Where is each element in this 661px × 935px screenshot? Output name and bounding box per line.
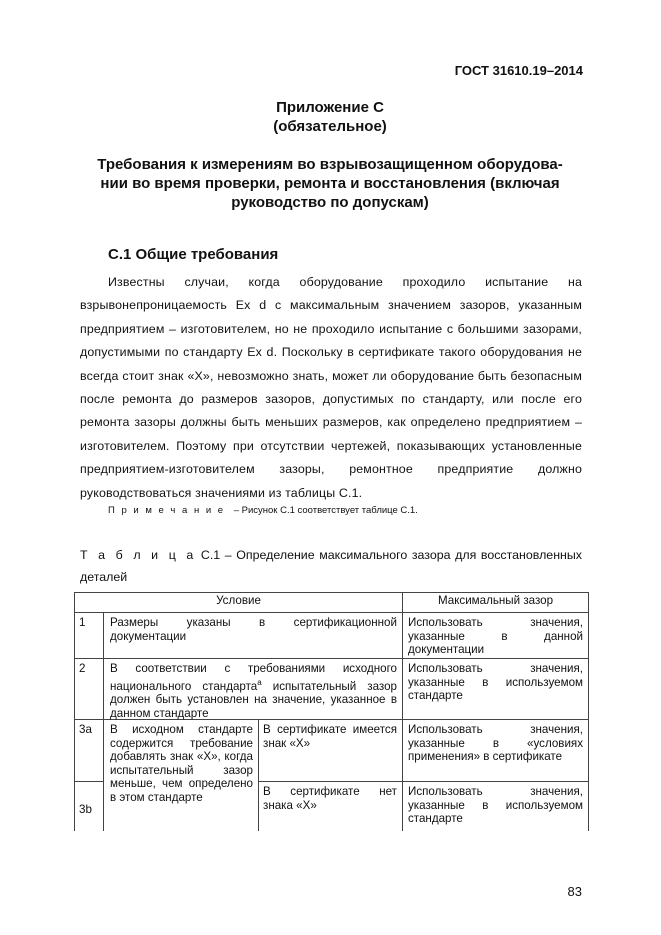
table-row-2-max-gap: Использовать значения, указанные в используемом стандарте <box>408 662 583 703</box>
table-header-divider <box>74 612 589 613</box>
table-row-divider <box>74 781 103 782</box>
table-header-max-gap: Максимальный зазор <box>437 594 554 607</box>
table-row-2-condition: В соответствии с требованиями исходного национального стандарта$^а$ испытательный зазор должен быть установлен на значение, указанное в данном стандарте <box>110 662 397 720</box>
table-col-divider <box>103 612 104 831</box>
table-border-left <box>74 592 75 831</box>
table-row-3b-max-gap: Использовать значения, указанные в используемом стандарте <box>408 785 583 826</box>
table-header-condition: Условие <box>216 594 261 607</box>
table-row-3b-sub-condition: В сертификате нет знака «X» <box>263 785 397 812</box>
table-row-divider <box>74 658 589 659</box>
table-row-1-condition: Размеры указаны в сертификационной документации <box>110 616 397 643</box>
table-row-2-num: 2 <box>79 662 86 675</box>
table-row-divider <box>258 781 589 782</box>
note-label: П р и м е ч а н и е <box>108 505 226 516</box>
requirements-title-line-1: Требования к измерениям во взрывозащищенном оборудова- <box>97 156 563 173</box>
table-caption-text: С.1 – Определение максимального зазора для восстановленных деталей <box>80 548 582 584</box>
requirements-title-line-3: руководство по допускам) <box>231 194 429 211</box>
table-row-3b-num: 3b <box>79 803 92 816</box>
page-number: 83 <box>567 884 582 899</box>
table-row-3a-sub-condition: В сертификате имеется знак «X» <box>263 723 397 750</box>
section-title: С.1 Общие требования <box>108 246 279 263</box>
table-caption-label: Т а б л и ц а <box>80 548 197 562</box>
gap-table <box>74 592 589 831</box>
table-row-1-max-gap: Использовать значения, указанные в данной документации <box>408 616 583 657</box>
table-row-3a-num: 3a <box>79 723 92 736</box>
table-row-3-shared-condition: В исходном стандарте содержится требование добавлять знак «X», когда испытательный зазор меньше, чем определено в этом стандарте <box>110 723 253 804</box>
annex-status: (обязательное) <box>273 118 387 135</box>
body-paragraph: Известны случаи, когда оборудование проходило испытание на взрывонепроницаемость Ex d с максимальным значением зазоров, указанным предприятием – изготовителем, но не проходило испытание с большими зазорами, допустимыми по стандарту Ex d. Поскольку в сертификате такого оборудования не всегда стоит знак «X», невозможно знать, может ли оборудование быть безопасным после ремонта до размеров зазоров, допустимых по стандарту, или после его ремонта зазоры должны быть меньших размеров, как определено предприятием – изготовителем. Поэтому при отсутствии чертежей, показывающих установленные предприятием-изготовителем зазоры, ремонтное предприятие должно руководствоваться значениями из таблицы С.1. <box>80 275 582 500</box>
standard-number: ГОСТ 31610.19–2014 <box>454 63 583 78</box>
table-border-top <box>74 592 589 593</box>
table-border-right <box>588 592 589 831</box>
requirements-title-line-2: нии во время проверки, ремонта и восстановления (включая <box>100 175 560 192</box>
note <box>108 505 418 516</box>
annex-title: Приложение С <box>276 99 384 116</box>
table-caption <box>80 544 582 588</box>
table-col-divider <box>402 592 403 831</box>
table-row-1-num: 1 <box>79 616 86 629</box>
note-text: – Рисунок С.1 соответствует таблице С.1. <box>233 505 418 516</box>
table-col-divider <box>258 719 259 831</box>
table-row-3a-max-gap: Использовать значения, указанные в «условиях применения» в сертификате <box>408 723 583 764</box>
